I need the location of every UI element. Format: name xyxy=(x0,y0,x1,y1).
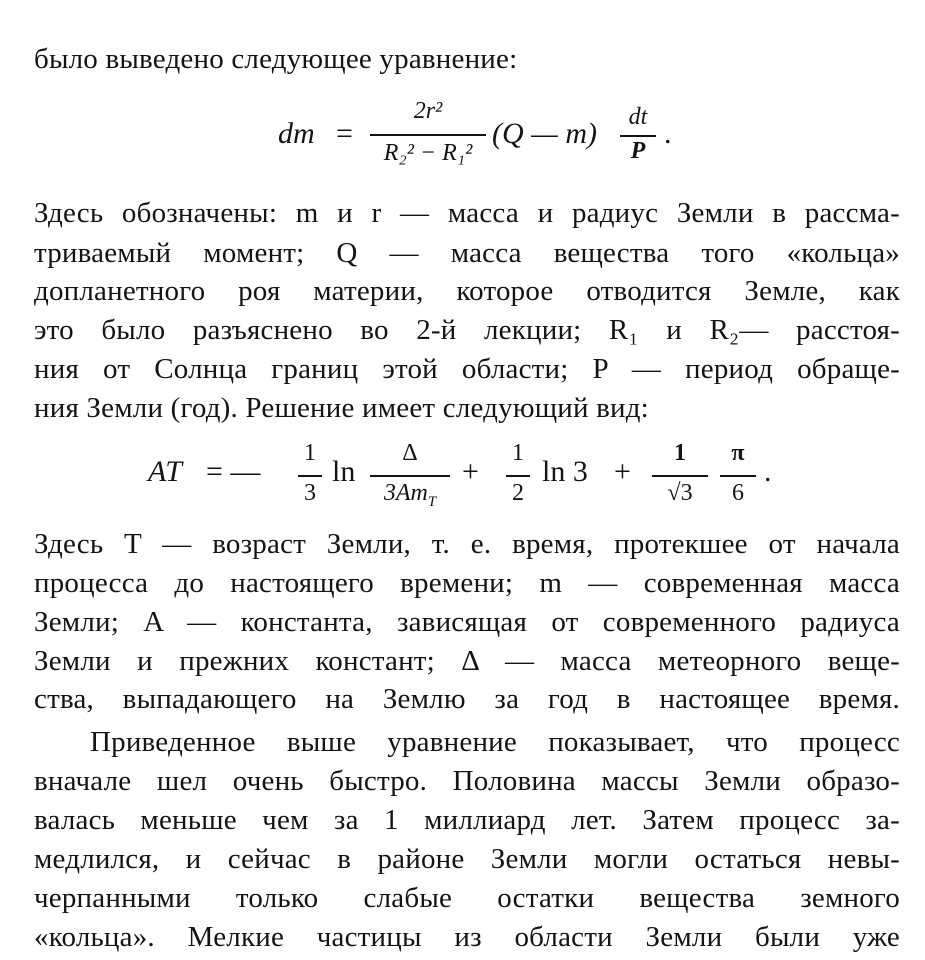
eq2-end: . xyxy=(764,455,772,488)
text-line: Здесь T — возраст Земли, т. е. время, протекшее от начала xyxy=(34,528,900,560)
text-line: триваемый момент; Q — масса вещества того «кольца» xyxy=(34,237,900,269)
text-line: ства, выпадающего на Землю за год в настоящее время. xyxy=(34,683,900,715)
text-line: вначале шел очень быстро. Половина массы Земли образо- xyxy=(34,765,900,797)
eq1-frac2-numerator: dt xyxy=(628,104,648,130)
text-line: валась меньше чем за 1 миллиард лет. Затем процесс за- xyxy=(34,804,900,836)
eq2-f1-denominator: 3 xyxy=(304,480,316,506)
eq2-fraction-3 xyxy=(506,440,530,514)
text-line: «кольца». Мелкие частицы из области Земли были уже xyxy=(34,921,900,953)
eq2-f3-numerator: 1 xyxy=(512,440,524,466)
text-line: медлился, и сейчас в районе Земли могли остаться невы- xyxy=(34,843,900,875)
text-line: Здесь обозначены: m и r — масса и радиус Земли в рассма- xyxy=(34,197,900,229)
text-line: это было разъяснено во 2-й лекции; R₁ и R₂— расстоя- xyxy=(34,314,900,346)
text-line: Земли; A — константа, зависящая от современного радиуса xyxy=(34,606,900,638)
eq2-fraction-2 xyxy=(370,440,450,514)
eq2-f5-numerator: π xyxy=(731,440,745,466)
eq1-middle: (Q — m) xyxy=(492,117,597,150)
eq2-f5-denominator: 6 xyxy=(732,480,744,506)
eq2-f2-denominator: $3Am_T$ xyxy=(383,480,437,510)
text-line: ния Земли (год). Решение имеет следующий вид: xyxy=(34,392,649,424)
eq1-equals: = xyxy=(336,117,353,150)
fraction-bar xyxy=(652,475,708,477)
eq2-f1-numerator: 1 xyxy=(304,440,316,466)
text-line: процесса до настоящего времени; m — современная масса xyxy=(34,567,900,599)
eq2-f3-denominator: 2 xyxy=(512,480,524,506)
fraction-bar xyxy=(720,475,756,477)
eq2-fraction-4 xyxy=(652,440,708,514)
eq2-f4-numerator: 1 xyxy=(674,440,686,466)
eq2-equals: = — xyxy=(206,455,261,488)
eq1-end: . xyxy=(664,117,672,150)
eq1-lhs: dm xyxy=(278,117,315,150)
eq1-frac1-denominator: R₂² − R₁² xyxy=(383,140,473,166)
text-line: допланетного роя материи, которое отводится Земле, как xyxy=(34,275,900,307)
fraction-bar xyxy=(298,475,322,477)
eq2-f4-denominator: √3 xyxy=(667,480,693,506)
text-line: Приведенное выше уравнение показывает, что процесс xyxy=(90,726,900,758)
eq2-fraction-1 xyxy=(298,440,322,514)
eq2-plus-2: + xyxy=(614,455,631,488)
eq1-frac2-denominator: P xyxy=(630,138,646,164)
eq2-ln-2: ln 3 xyxy=(542,455,588,488)
fraction-bar xyxy=(370,475,450,477)
eq2-f2-numerator: Δ xyxy=(402,440,418,466)
eq2-fraction-5 xyxy=(720,440,756,514)
eq1-frac1-numerator: 2r² xyxy=(413,98,443,124)
eq2-lhs: AT xyxy=(148,455,182,488)
eq2-ln-1: ln xyxy=(332,455,356,488)
text-line: черпанными только слабые остатки вещества земного xyxy=(34,882,900,914)
text-line: было выведено следующее уравнение: xyxy=(34,43,518,75)
eq2-plus-1: + xyxy=(462,455,479,488)
fraction-bar xyxy=(506,475,530,477)
text-line: Земли и прежних констант; Δ — масса метеорного веще- xyxy=(34,645,900,677)
text-line: ния от Солнца границ этой области; P — период обраще- xyxy=(34,353,900,385)
